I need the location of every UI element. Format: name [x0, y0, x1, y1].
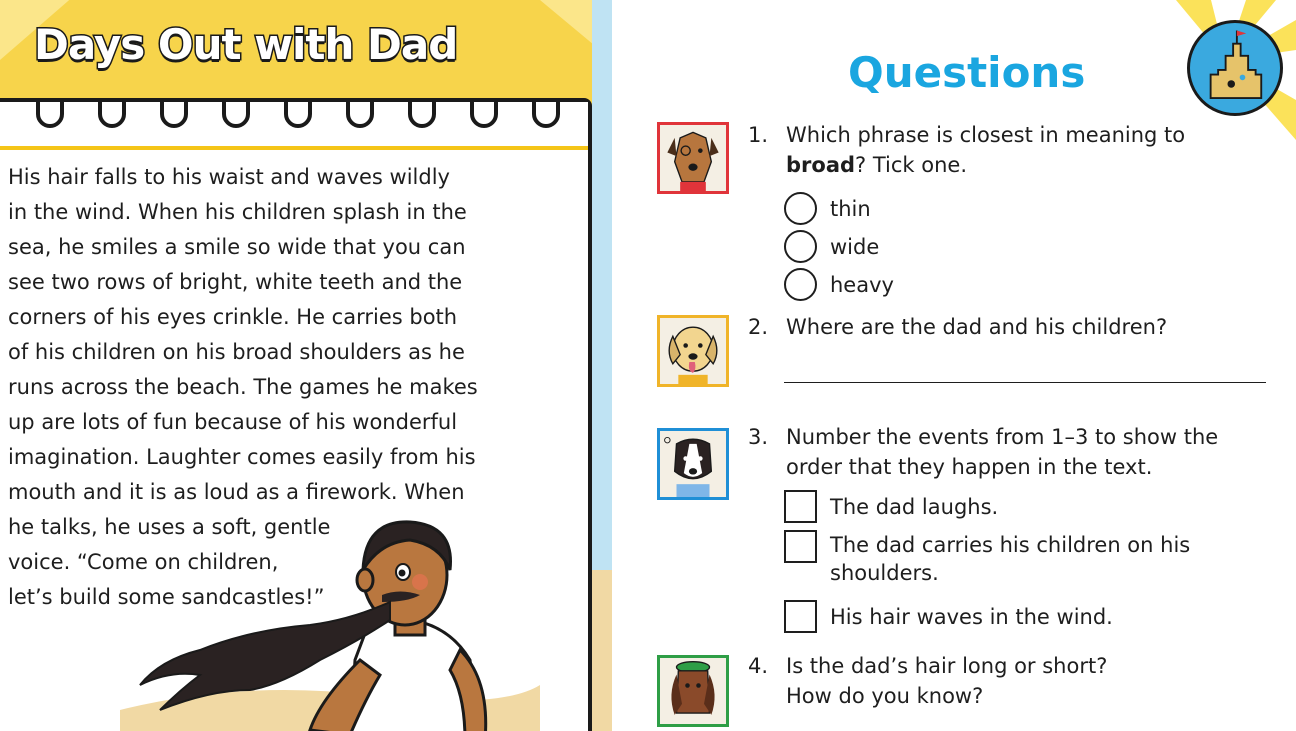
passage-line: His hair falls to his waist and waves wildly	[8, 165, 450, 189]
question-number: 2.	[748, 315, 769, 339]
question-text: order that they happen in the text.	[786, 455, 1153, 479]
question-text: Which phrase is closest in meaning to	[786, 123, 1186, 147]
option-label: wide	[830, 234, 880, 259]
passage-line: corners of his eyes crinkle. He carries both	[8, 305, 458, 329]
number-box[interactable]	[784, 530, 817, 563]
event-2[interactable]	[784, 530, 1190, 587]
event-label: shoulders.	[830, 561, 939, 585]
passage-line: mouth and it is as loud as a firework. When	[8, 480, 465, 504]
question-number: 3.	[748, 425, 769, 449]
question-text: Where are the dad and his children?	[786, 315, 1168, 339]
option-label: heavy	[830, 272, 894, 297]
number-box[interactable]	[784, 600, 817, 633]
questions-title: Questions	[848, 48, 1086, 97]
collie-avatar-icon	[657, 428, 729, 500]
tick-circle[interactable]	[784, 268, 817, 301]
question-text: How do you know?	[786, 684, 984, 708]
question-2	[748, 312, 1167, 342]
page-title: Days Out with Dad	[34, 20, 458, 69]
reading-page	[0, 0, 612, 731]
question-4	[748, 651, 1107, 711]
passage-line: see two rows of bright, white teeth and the	[8, 270, 463, 294]
spiral-rings	[0, 88, 596, 138]
tick-circle[interactable]	[784, 192, 817, 225]
reading-passage	[8, 160, 568, 615]
event-label: The dad carries his children on his	[830, 533, 1191, 557]
option-heavy[interactable]	[784, 268, 894, 301]
event-label: His hair waves in the wind.	[830, 604, 1113, 629]
passage-line: runs across the beach. The games he makes	[8, 375, 478, 399]
question-text: Is the dad’s hair long or short?	[786, 654, 1108, 678]
sandcastle-badge-icon	[1187, 20, 1283, 116]
question-keyword: broad	[786, 153, 856, 177]
number-box[interactable]	[784, 490, 817, 523]
option-label: thin	[830, 196, 871, 221]
option-thin[interactable]	[784, 192, 871, 225]
passage-line: voice. “Come on children,	[8, 550, 279, 574]
question-1	[748, 120, 1185, 180]
event-1[interactable]	[784, 490, 998, 523]
question-text: ? Tick one.	[855, 153, 968, 177]
question-3	[748, 422, 1218, 482]
terrier-avatar-icon	[657, 122, 729, 194]
tick-circle[interactable]	[784, 230, 817, 263]
questions-page	[612, 0, 1296, 731]
passage-line: let’s build some sandcastles!”	[8, 585, 325, 609]
passage-line: in the wind. When his children splash in the	[8, 200, 467, 224]
event-label: The dad laughs.	[830, 494, 999, 519]
bloodhound-avatar-icon	[657, 655, 729, 727]
passage-line: of his children on his broad shoulders as he	[8, 340, 465, 364]
answer-line[interactable]	[784, 382, 1266, 383]
option-wide[interactable]	[784, 230, 879, 263]
labrador-avatar-icon	[657, 315, 729, 387]
passage-line: up are lots of fun because of his wonderful	[8, 410, 458, 434]
passage-line: sea, he smiles a smile so wide that you can	[8, 235, 466, 259]
question-text: Number the events from 1–3 to show the	[786, 425, 1219, 449]
question-number: 1.	[748, 123, 769, 147]
event-3[interactable]	[784, 600, 1113, 633]
passage-line: he talks, he uses a soft, gentle	[8, 515, 331, 539]
passage-line: imagination. Laughter comes easily from his	[8, 445, 476, 469]
question-number: 4.	[748, 654, 769, 678]
